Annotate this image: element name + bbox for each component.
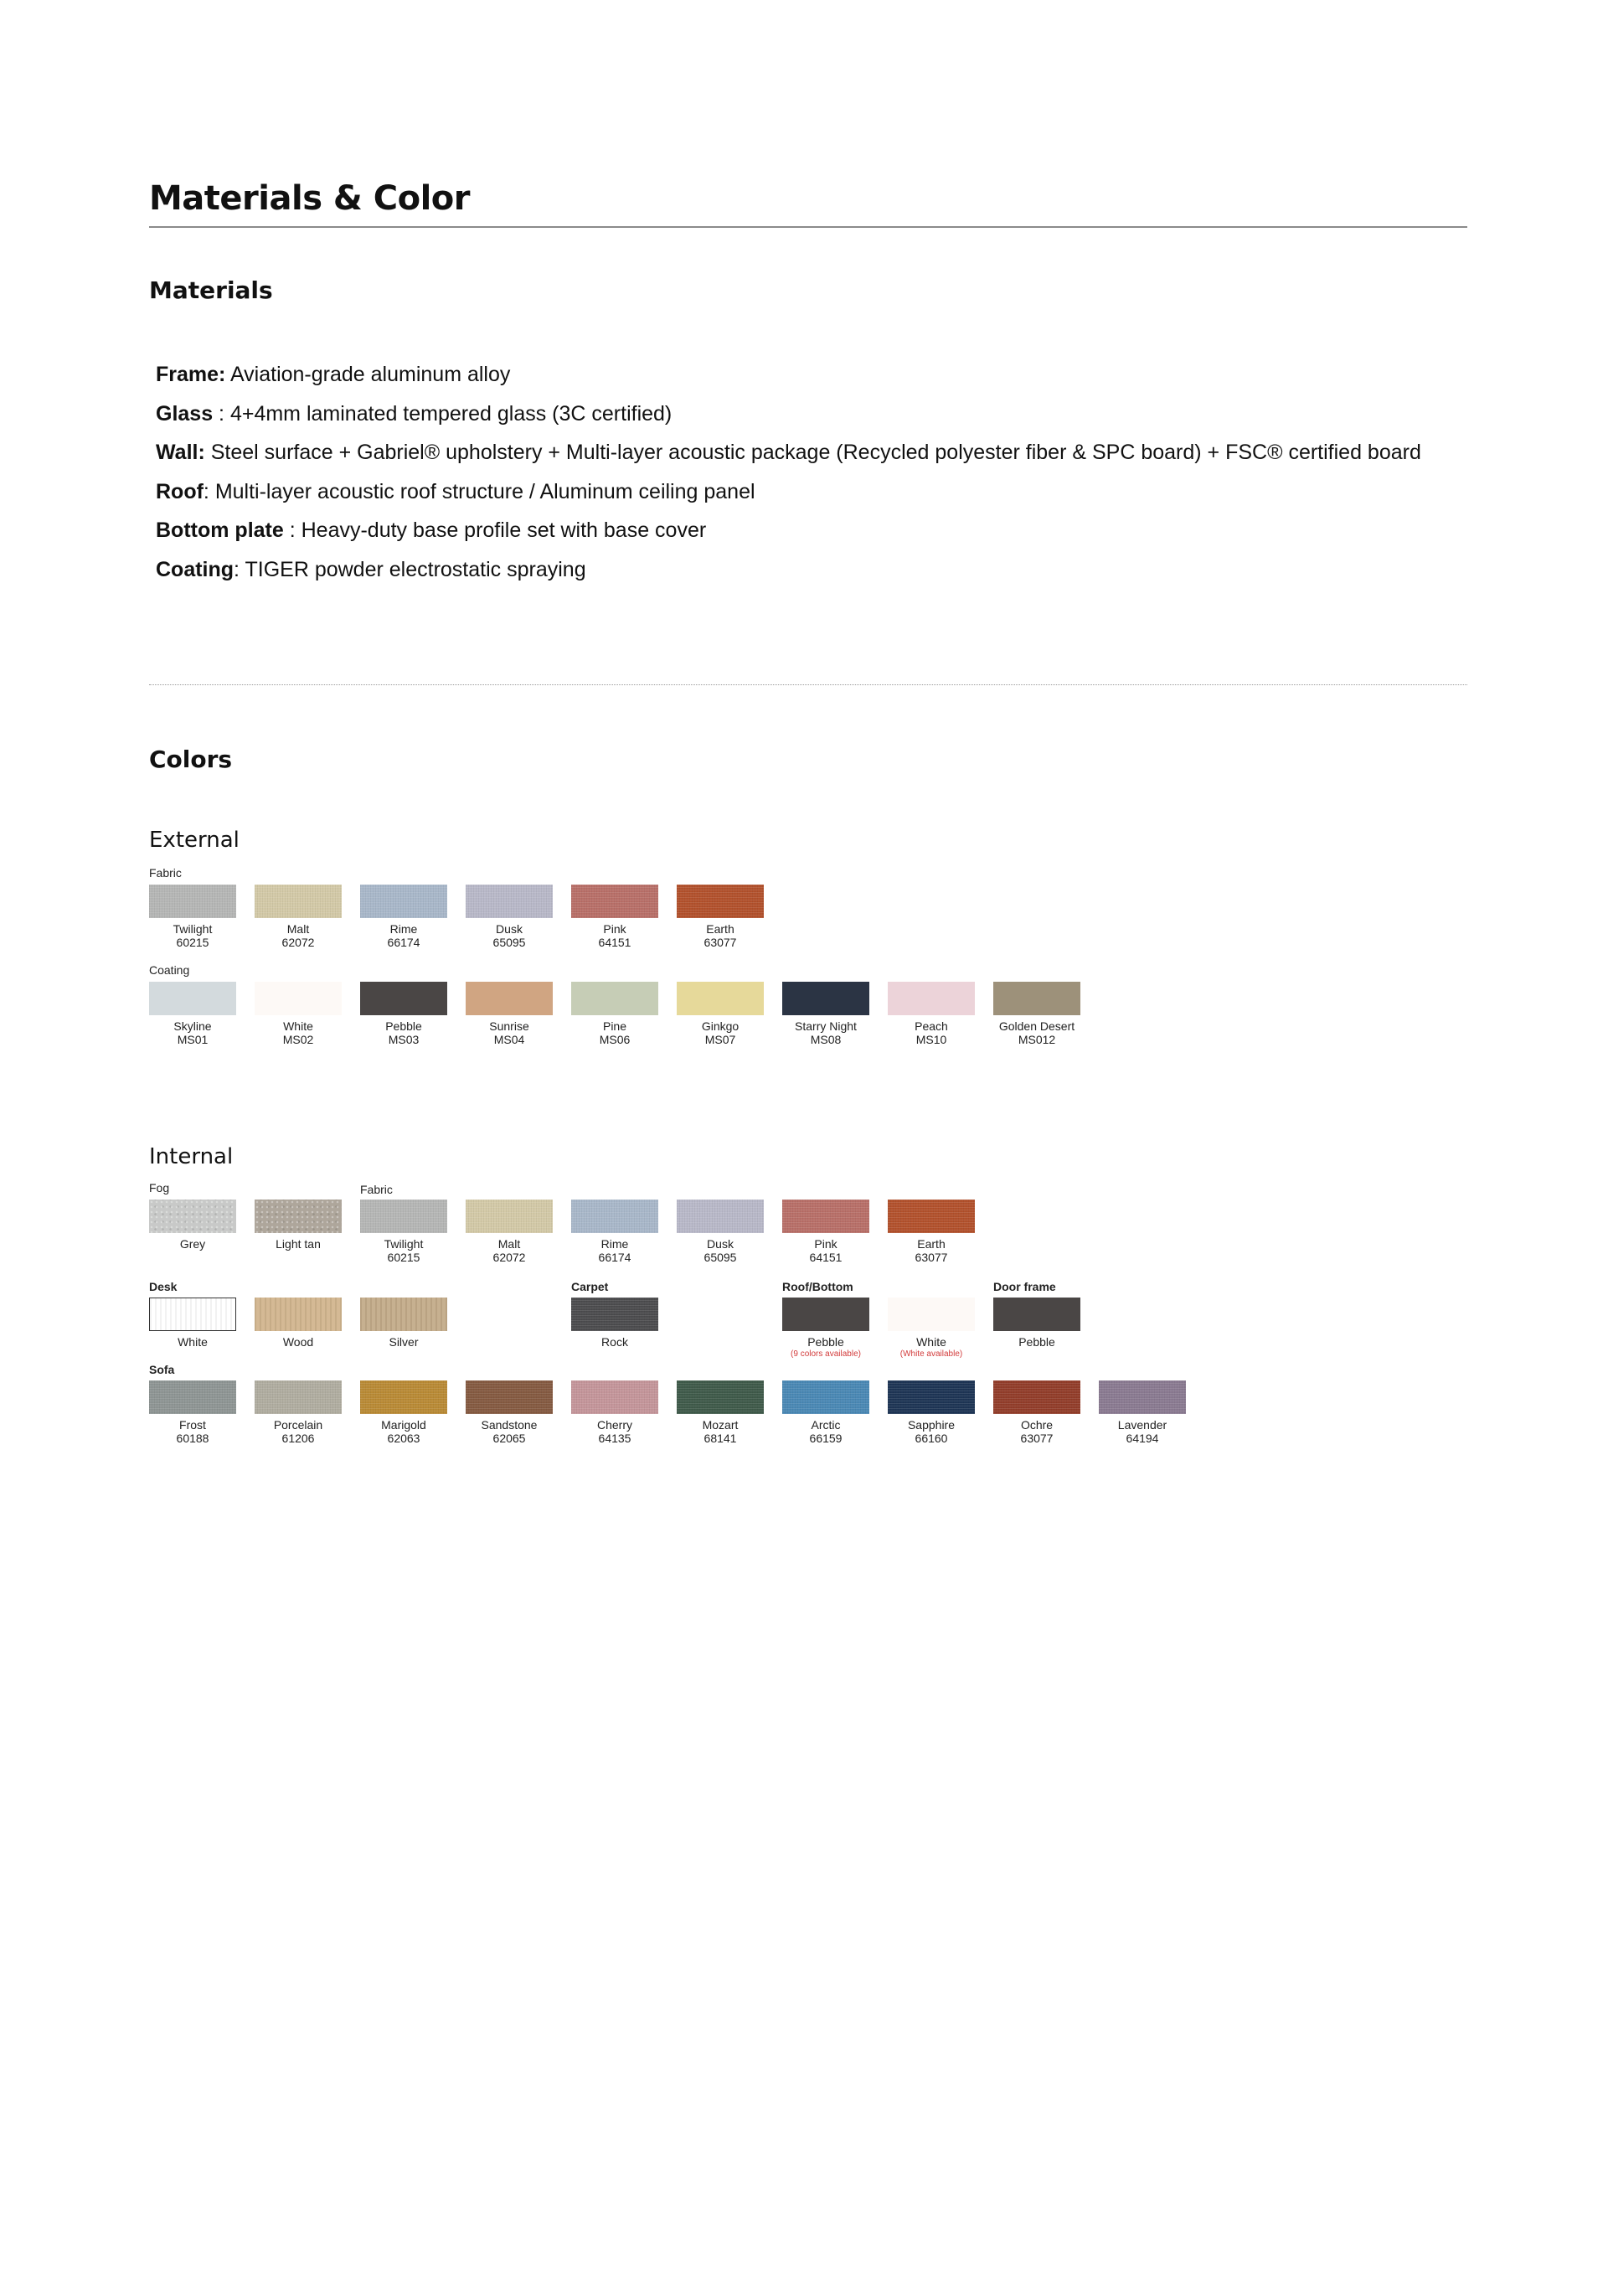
swatch-name: Ochre — [1020, 1418, 1054, 1432]
swatch-code: MS08 — [810, 1033, 842, 1046]
swatch-label — [978, 1019, 1095, 1046]
color-swatch-malt — [466, 1200, 553, 1233]
color-swatch-pink — [571, 885, 658, 918]
swatch-name: Golden Desert — [998, 1019, 1075, 1033]
external-coating-label: Coating — [149, 963, 190, 977]
swatch-code: 62063 — [387, 1432, 420, 1445]
color-swatch-rock — [571, 1298, 658, 1331]
materials-heading: Materials — [149, 276, 273, 304]
color-swatch-ochre — [993, 1380, 1080, 1414]
swatch-code: 63077 — [915, 1251, 948, 1264]
swatch-name: Peach — [915, 1019, 948, 1033]
color-swatch-white — [255, 982, 342, 1015]
swatch-name: Twilight — [384, 1237, 424, 1251]
swatch-label — [134, 1019, 251, 1046]
external-heading: External — [149, 828, 240, 853]
color-swatch-dusk — [677, 1200, 764, 1233]
swatch-label — [556, 922, 673, 949]
swatch-name: Rime — [389, 922, 418, 936]
swatch-name: Earth — [706, 922, 734, 936]
material-label: Bottom plate — [156, 519, 284, 542]
swatch-code: MS03 — [388, 1033, 420, 1046]
swatch-code: MS07 — [704, 1033, 736, 1046]
color-swatch-pine — [571, 982, 658, 1015]
swatch-label — [240, 1335, 357, 1349]
swatch-name: Rime — [600, 1237, 629, 1251]
color-swatch-sunrise — [466, 982, 553, 1015]
swatch-name: Skyline — [173, 1019, 212, 1033]
swatch-label — [662, 922, 779, 949]
swatch-code: 61206 — [281, 1432, 315, 1445]
color-swatch-earth — [677, 885, 764, 918]
swatch-note: (White available) — [899, 1349, 963, 1359]
material-text: : Heavy-duty base profile set with base cover — [283, 519, 707, 542]
swatch-label — [451, 1418, 568, 1445]
swatch-name: Mozart — [702, 1418, 739, 1432]
internal-fabric-label: Fabric — [360, 1183, 393, 1196]
material-label: Roof — [156, 479, 204, 503]
material-text: : 4+4mm laminated tempered glass (3C certified) — [213, 401, 673, 426]
page-title: Materials & Color — [149, 179, 470, 218]
swatch-label — [767, 1335, 884, 1360]
swatch-label — [662, 1418, 779, 1445]
color-swatch-peach — [888, 982, 975, 1015]
swatch-label — [345, 1237, 462, 1264]
material-text: Aviation-grade aluminum alloy — [225, 363, 511, 386]
materials-list — [156, 355, 1421, 589]
swatch-note: (9 colors available) — [791, 1349, 861, 1359]
material-text: : TIGER powder electrostatic spraying — [234, 557, 586, 581]
swatch-name: Earth — [917, 1237, 946, 1251]
material-item — [156, 395, 1421, 434]
swatch-name: Twilight — [173, 922, 213, 936]
swatch-label — [556, 1237, 673, 1264]
swatch-label — [134, 1418, 251, 1445]
swatch-name: Wood — [282, 1335, 314, 1349]
color-swatch-wood — [255, 1298, 342, 1331]
internal-door-frame-label: Door frame — [993, 1280, 1056, 1293]
internal-sofa-label: Sofa — [149, 1363, 175, 1376]
swatch-name: Sunrise — [489, 1019, 529, 1033]
swatch-label — [451, 922, 568, 949]
swatch-name: Frost — [179, 1418, 206, 1432]
swatch-name: Dusk — [707, 1237, 734, 1251]
swatch-label — [767, 1418, 884, 1445]
swatch-name: Pebble — [807, 1335, 844, 1349]
color-swatch-starry-night — [782, 982, 869, 1015]
color-swatch-rime — [571, 1200, 658, 1233]
swatch-label — [451, 1237, 568, 1264]
color-swatch-white — [888, 1298, 975, 1331]
swatch-label — [240, 922, 357, 949]
color-swatch-silver — [360, 1298, 447, 1331]
color-swatch-pebble — [782, 1298, 869, 1331]
color-swatch-pebble — [360, 982, 447, 1015]
swatch-name: Pebble — [385, 1019, 422, 1033]
color-swatch-malt — [255, 885, 342, 918]
swatch-label — [345, 1335, 462, 1349]
material-label: Wall: — [156, 441, 205, 464]
swatch-code: 62072 — [281, 936, 315, 949]
swatch-name: Arctic — [811, 1418, 841, 1432]
swatch-name: Pebble — [1018, 1335, 1055, 1349]
swatch-label — [240, 1418, 357, 1445]
swatch-name: Starry Night — [795, 1019, 857, 1033]
swatch-code: 66174 — [598, 1251, 631, 1264]
swatch-name: Sandstone — [481, 1418, 538, 1432]
section-divider — [149, 684, 1467, 685]
swatch-code: 68141 — [704, 1432, 737, 1445]
swatch-code: 66160 — [915, 1432, 948, 1445]
swatch-code: 62072 — [492, 1251, 526, 1264]
color-swatch-grey — [149, 1200, 236, 1233]
swatch-name: Pink — [814, 1237, 838, 1251]
color-swatch-sandstone — [466, 1380, 553, 1414]
swatch-code: 62065 — [492, 1432, 526, 1445]
swatch-name: Dusk — [496, 922, 523, 936]
swatch-code: 60215 — [387, 1251, 420, 1264]
internal-desk-label: Desk — [149, 1280, 178, 1293]
swatch-name: Malt — [286, 922, 310, 936]
color-swatch-lavender — [1099, 1380, 1186, 1414]
color-swatch-golden-desert — [993, 982, 1080, 1015]
internal-roof-bottom-label: Roof/Bottom — [782, 1280, 853, 1293]
internal-carpet-label: Carpet — [571, 1280, 609, 1293]
swatch-label — [873, 1335, 990, 1360]
swatch-label — [134, 1335, 251, 1349]
swatch-name: Lavender — [1117, 1418, 1167, 1432]
swatch-label — [134, 922, 251, 949]
material-text: : Multi-layer acoustic roof structure / Aluminum ceiling panel — [203, 479, 755, 503]
material-item — [156, 472, 1421, 512]
swatch-code: 64151 — [809, 1251, 843, 1264]
color-swatch-sapphire — [888, 1380, 975, 1414]
swatch-label — [345, 1019, 462, 1046]
swatch-name: Pink — [603, 922, 626, 936]
color-swatch-frost — [149, 1380, 236, 1414]
internal-heading: Internal — [149, 1144, 234, 1169]
material-label: Glass — [156, 401, 214, 426]
color-swatch-porcelain — [255, 1380, 342, 1414]
swatch-label — [662, 1237, 779, 1264]
swatch-code: 66174 — [387, 936, 420, 949]
color-swatch-earth — [888, 1200, 975, 1233]
swatch-name: Rock — [601, 1335, 628, 1349]
color-swatch-skyline — [149, 982, 236, 1015]
swatch-label — [873, 1237, 990, 1264]
swatch-code: 64194 — [1126, 1432, 1159, 1445]
title-divider — [149, 226, 1467, 228]
material-text: Steel surface + Gabriel® upholstery + Multi-layer acoustic package (Recycled polyester fiber & SPC board) + FSC® certified board — [204, 441, 1421, 464]
swatch-code: 65095 — [492, 936, 526, 949]
material-label: Frame: — [156, 363, 226, 386]
material-item — [156, 511, 1421, 550]
swatch-label — [240, 1237, 357, 1251]
swatch-label — [978, 1418, 1095, 1445]
swatch-name: Marigold — [381, 1418, 426, 1432]
color-swatch-mozart — [677, 1380, 764, 1414]
swatch-name: White — [178, 1335, 208, 1349]
swatch-code: MS04 — [493, 1033, 525, 1046]
swatch-label — [345, 1418, 462, 1445]
swatch-name: Porcelain — [273, 1418, 323, 1432]
swatch-code: MS10 — [915, 1033, 947, 1046]
external-fabric-label: Fabric — [149, 866, 182, 880]
material-item — [156, 550, 1421, 590]
swatch-label — [1084, 1418, 1201, 1445]
swatch-label — [873, 1019, 990, 1046]
color-swatch-marigold — [360, 1380, 447, 1414]
swatch-label — [240, 1019, 357, 1046]
color-swatch-arctic — [782, 1380, 869, 1414]
material-item — [156, 355, 1421, 395]
swatch-name: Ginkgo — [701, 1019, 740, 1033]
colors-heading: Colors — [149, 746, 233, 773]
color-swatch-pink — [782, 1200, 869, 1233]
color-swatch-rime — [360, 885, 447, 918]
color-swatch-twilight — [149, 885, 236, 918]
swatch-name: White — [916, 1335, 946, 1349]
swatch-name: White — [283, 1019, 313, 1033]
swatch-name: Light tan — [276, 1237, 321, 1251]
swatch-label — [451, 1019, 568, 1046]
swatch-name: Malt — [497, 1237, 521, 1251]
swatch-code: 63077 — [1020, 1432, 1054, 1445]
swatch-label — [767, 1237, 884, 1264]
swatch-label — [556, 1418, 673, 1445]
material-item — [156, 433, 1421, 472]
swatch-code: MS012 — [1018, 1033, 1056, 1046]
swatch-code: 64151 — [598, 936, 631, 949]
color-swatch-dusk — [466, 885, 553, 918]
swatch-name: Sapphire — [907, 1418, 956, 1432]
swatch-code: 60215 — [176, 936, 209, 949]
swatch-label — [662, 1019, 779, 1046]
swatch-name: Grey — [179, 1237, 206, 1251]
swatch-code: MS01 — [177, 1033, 209, 1046]
color-swatch-light-tan — [255, 1200, 342, 1233]
color-swatch-ginkgo — [677, 982, 764, 1015]
swatch-code: 60188 — [176, 1432, 209, 1445]
swatch-label — [134, 1237, 251, 1251]
swatch-code: 63077 — [704, 936, 737, 949]
color-swatch-cherry — [571, 1380, 658, 1414]
swatch-code: MS02 — [282, 1033, 314, 1046]
swatch-label — [978, 1335, 1095, 1349]
swatch-label — [345, 922, 462, 949]
swatch-code: MS06 — [599, 1033, 631, 1046]
swatch-name: Silver — [389, 1335, 419, 1349]
swatch-code: 66159 — [809, 1432, 843, 1445]
color-swatch-pebble — [993, 1298, 1080, 1331]
swatch-label — [767, 1019, 884, 1046]
swatch-label — [556, 1019, 673, 1046]
swatch-code: 64135 — [598, 1432, 631, 1445]
swatch-label — [873, 1418, 990, 1445]
color-swatch-twilight — [360, 1200, 447, 1233]
material-label: Coating — [156, 557, 234, 581]
color-swatch-white — [149, 1298, 236, 1331]
swatch-name: Cherry — [596, 1418, 632, 1432]
swatch-label — [556, 1335, 673, 1349]
swatch-code: 65095 — [704, 1251, 737, 1264]
internal-fog-label: Fog — [149, 1181, 170, 1194]
swatch-name: Pine — [602, 1019, 627, 1033]
